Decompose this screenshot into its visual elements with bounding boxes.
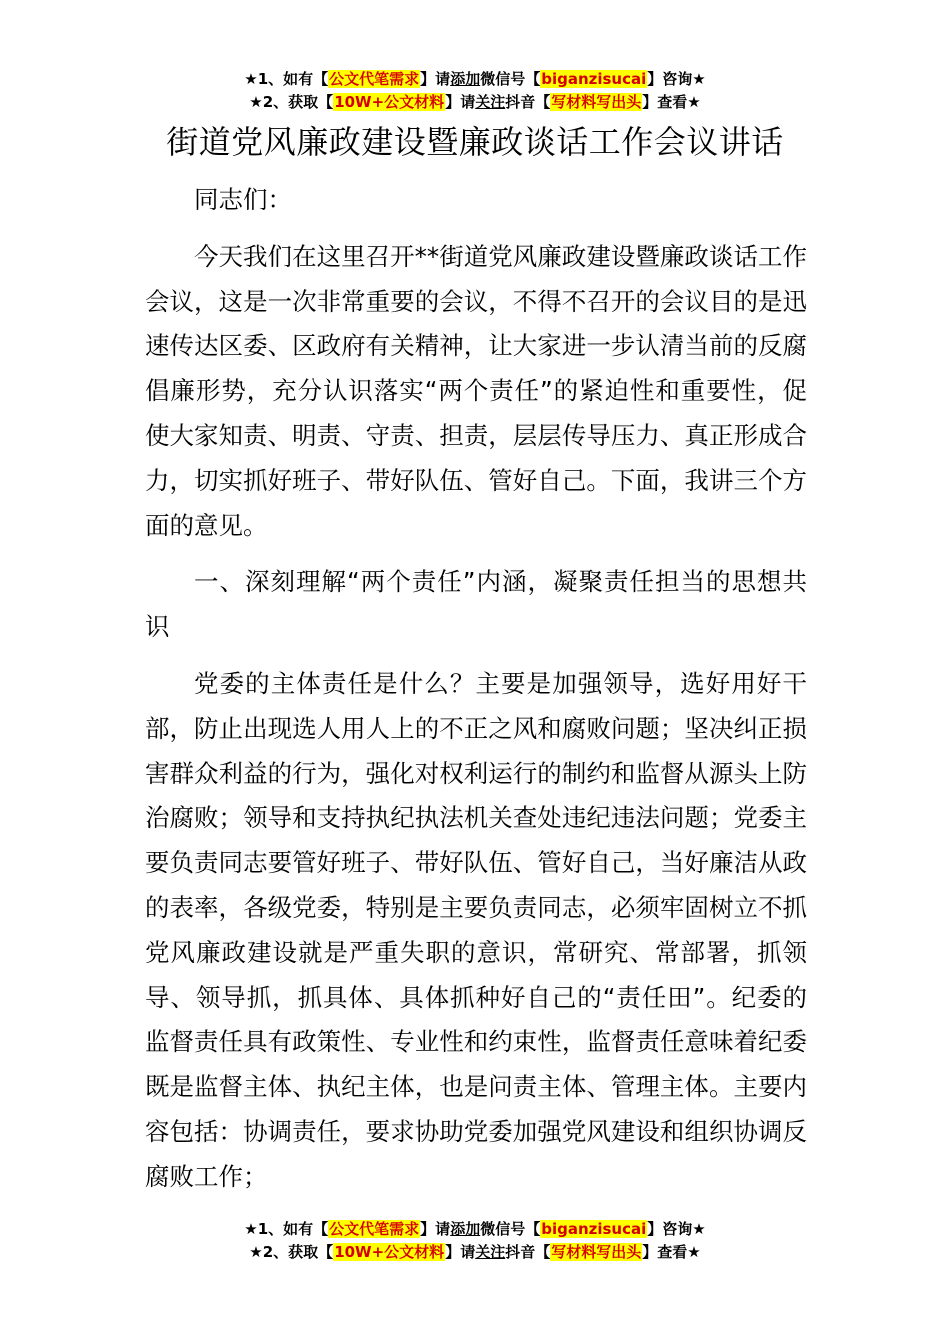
paragraph: 党委的主体责任是什么？主要是加强领导，选好用好干部，防止出现选人用人上的不正之风和腐败问题；坚决纠正损害群众利益的行为，强化对权利运行的制约和监督从源头上防治腐败；领导和支持执纪执法机关查处违纪违法问题；党委主要负责同志要管好班子、带好队伍、管好自己，当好廉洁从政的表率，各级党委，特别是主要负责同志，必须牢固树立不抓党风廉政建设就是严重失职的意识，常研究、常部署，抓领导、领导抓，抓具体、具体抓种好自己的“责任田”。纪委的监督责任具有政策性、专业性和约束性，监督责任意味着纪委既是监督主体、执纪主体，也是问责主体、管理主体。主要内容包括：协调责任，要求协助党委加强党风建设和组织协调反腐败工作； bbox=[145, 668, 807, 1191]
banner-text: 抖音【 bbox=[505, 1243, 551, 1261]
highlight-text: biganzisucai bbox=[541, 70, 647, 88]
banner-text: 】咨询★ bbox=[647, 70, 706, 88]
banner-text: 】查看★ bbox=[642, 93, 701, 111]
banner-text: 】查看★ bbox=[642, 1243, 701, 1261]
highlight-text: biganzisucai bbox=[541, 1220, 647, 1238]
banner-line-1 bbox=[0, 1218, 950, 1241]
footer-banner bbox=[0, 1218, 950, 1264]
banner-text: ★2、获取【 bbox=[249, 1243, 334, 1261]
highlight-text: 公文代笔需求 bbox=[329, 70, 420, 88]
salutation: 同志们： bbox=[194, 185, 292, 214]
highlight-text: 10W+公文材料 bbox=[334, 93, 445, 111]
highlight-text: 写材料写出头 bbox=[551, 93, 642, 111]
banner-text: 微信号【 bbox=[480, 70, 541, 88]
banner-text: ★2、获取【 bbox=[249, 93, 334, 111]
paragraph: 今天我们在这里召开**街道党风廉政建设暨廉政谈话工作会议，这是一次非常重要的会议，不得不召开的会议目的是迅速传达区委、区政府有关精神，让大家进一步认清当前的反腐倡廉形势，充分认识落实“两个责任”的紧迫性和重要性，促使大家知责、明责、守责、担责，层层传导压力、真正形成合力，切实抓好班子、带好队伍、管好自己。下面，我讲三个方面的意见。 bbox=[145, 241, 807, 540]
header-banner bbox=[0, 68, 950, 114]
banner-text: 】咨询★ bbox=[647, 1220, 706, 1238]
document-title: 街道党风廉政建设暨廉政谈话工作会议讲话 bbox=[166, 123, 784, 161]
underlined-text: 添加 bbox=[450, 70, 481, 88]
banner-text: ★1、如有【 bbox=[244, 70, 329, 88]
underlined-text: 添加 bbox=[450, 1220, 481, 1238]
banner-text: 微信号【 bbox=[480, 1220, 541, 1238]
highlight-text: 写材料写出头 bbox=[551, 1243, 642, 1261]
underlined-text: 关注 bbox=[475, 1243, 506, 1261]
banner-text: 】请 bbox=[420, 1220, 451, 1238]
banner-line-2 bbox=[0, 1241, 950, 1264]
banner-text: 抖音【 bbox=[505, 93, 551, 111]
highlight-text: 10W+公文材料 bbox=[334, 1243, 445, 1261]
underlined-text: 关注 bbox=[475, 93, 506, 111]
banner-text: 】请 bbox=[445, 1243, 476, 1261]
banner-line-1 bbox=[0, 68, 950, 91]
banner-line-2 bbox=[0, 91, 950, 114]
highlight-text: 公文代笔需求 bbox=[329, 1220, 420, 1238]
section-heading: 一、深刻理解“两个责任”内涵，凝聚责任担当的思想共识 bbox=[145, 567, 807, 642]
banner-text: ★1、如有【 bbox=[244, 1220, 329, 1238]
banner-text: 】请 bbox=[420, 70, 451, 88]
banner-text: 】请 bbox=[445, 93, 476, 111]
document-body bbox=[145, 178, 807, 1200]
